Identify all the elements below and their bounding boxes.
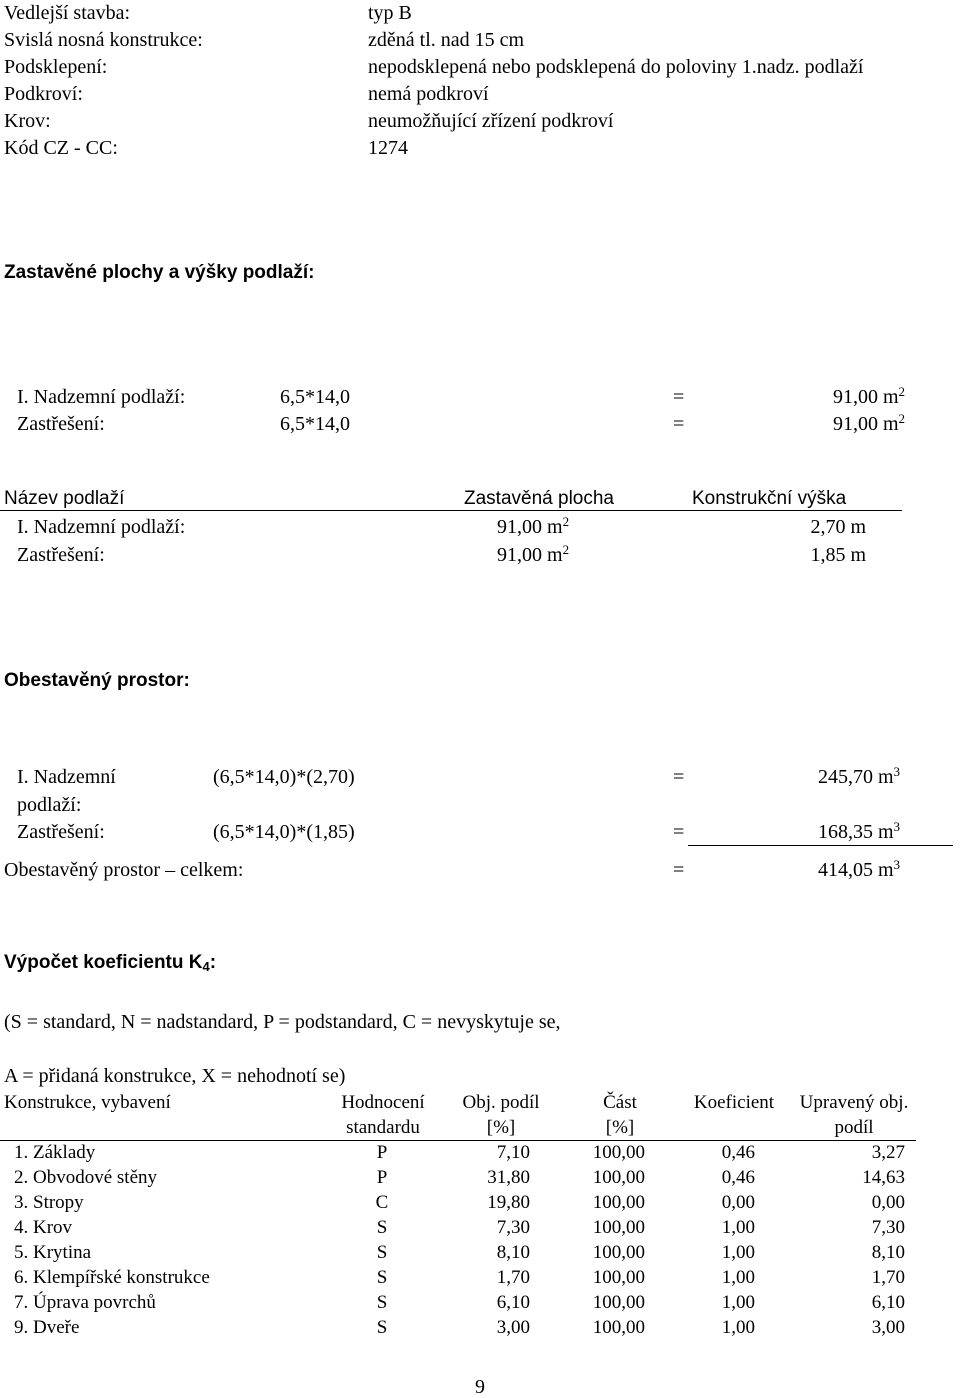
info-value: nepodsklepená nebo podsklepená do poloviny 1.nadz. podlaží [368, 56, 864, 78]
row-value: 245,70 $m^3$ [817, 764, 900, 788]
row-equals: = [673, 386, 685, 408]
cell-adj: 0,00 [871, 1192, 905, 1213]
cell-rating: S [376, 1242, 388, 1263]
divider [0, 1140, 916, 1141]
row-formula: (6,5*14,0)*(1,85) [213, 821, 355, 843]
row-value: 91,00 $m^2$ [832, 384, 905, 408]
cell-coef: 0,46 [721, 1142, 755, 1163]
table-cell: Zastřešení: [17, 544, 105, 566]
cell-name: 4. Krov [14, 1217, 73, 1238]
cell-rating: P [376, 1142, 388, 1163]
cell-adj: 3,27 [871, 1142, 905, 1163]
table-cell: 91,00 $m^2$ [497, 542, 570, 566]
info-value: typ B [368, 2, 412, 24]
total-value: 414,05 $m^3$ [817, 857, 900, 881]
row-value: 168,35 $m^3$ [817, 819, 900, 843]
cell-rating: S [376, 1292, 388, 1313]
table-cell: I. Nadzemní podlaží: [17, 516, 186, 538]
info-label: Vedlejší stavba: [4, 2, 131, 24]
table-header: Koeficient [693, 1092, 775, 1113]
cell-coef: 1,00 [721, 1317, 755, 1338]
cell-part: 100,00 [592, 1142, 645, 1163]
cell-share: 3,00 [496, 1317, 530, 1338]
cell-name: 5. Krytina [14, 1242, 92, 1263]
cell-adj: 3,00 [871, 1317, 905, 1338]
table-cell: 91,00 $m^2$ [497, 514, 570, 538]
cell-name: 3. Stropy [14, 1192, 84, 1213]
table-header: Obj. podíl [462, 1092, 540, 1113]
info-label: Svislá nosná konstrukce: [4, 29, 203, 51]
cell-coef: 1,00 [721, 1242, 755, 1263]
legend-line-1: (S = standard, N = nadstandard, P = podstandard, C = nevyskytuje se, [4, 1011, 561, 1033]
cell-coef: 1,00 [721, 1292, 755, 1313]
row-formula: (6,5*14,0)*(2,70) [213, 766, 355, 788]
cell-adj: 1,70 [871, 1267, 905, 1288]
cell-name: 2. Obvodové stěny [14, 1167, 158, 1188]
table-header: Část [603, 1092, 637, 1113]
table-header: standardu [346, 1117, 420, 1138]
info-label: Podsklepení: [4, 56, 108, 78]
cell-part: 100,00 [592, 1242, 645, 1263]
table-header: [%] [486, 1117, 516, 1138]
cell-coef: 0,46 [721, 1167, 755, 1188]
cell-part: 100,00 [592, 1317, 645, 1338]
row-equals: = [673, 766, 685, 788]
cell-share: 31,80 [487, 1167, 530, 1188]
legend-line-2: A = přidaná konstrukce, X = nehodnotí se) [4, 1065, 346, 1087]
cell-part: 100,00 [592, 1267, 645, 1288]
cell-name: 9. Dveře [14, 1317, 80, 1338]
row-label: podlaží: [17, 794, 82, 816]
cell-adj: 8,10 [871, 1242, 905, 1263]
cell-coef: 1,00 [721, 1217, 755, 1238]
total-equals: = [673, 859, 685, 881]
cell-adj: 6,10 [871, 1292, 905, 1313]
table-header: [%] [605, 1117, 635, 1138]
cell-rating: S [376, 1217, 388, 1238]
cell-name: 7. Úprava povrchů [14, 1292, 156, 1313]
info-value: nemá podkroví [368, 83, 489, 105]
row-label: I. Nadzemní [17, 766, 116, 788]
row-label: Zastřešení: [17, 821, 105, 843]
cell-adj: 14,63 [862, 1167, 905, 1188]
cell-coef: 1,00 [721, 1267, 755, 1288]
row-label: I. Nadzemní podlaží: [17, 386, 186, 408]
info-label: Podkroví: [4, 83, 83, 105]
info-label: Kód CZ - CC: [4, 137, 118, 159]
divider [0, 510, 902, 511]
info-value: 1274 [368, 137, 408, 159]
table-cell: 1,85 m [810, 544, 866, 566]
section-heading-koeficient: Výpočet koeficientu $K_4$: [4, 952, 217, 974]
info-value: neumožňující zřízení podkroví [368, 110, 614, 132]
cell-name: 1. Základy [14, 1142, 96, 1163]
info-label: Krov: [4, 110, 51, 132]
section-heading-obestaveny: Obestavěný prostor: [4, 670, 190, 691]
cell-rating: S [376, 1267, 388, 1288]
cell-part: 100,00 [592, 1167, 645, 1188]
row-formula: 6,5*14,0 [280, 413, 350, 435]
cell-coef: 0,00 [721, 1192, 755, 1213]
cell-rating: P [376, 1167, 388, 1188]
page-number: 9 [475, 1376, 485, 1398]
table-header: Název podlaží [4, 488, 125, 509]
cell-share: 7,10 [496, 1142, 530, 1163]
table-header: podíl [834, 1117, 874, 1138]
info-value: zděná tl. nad 15 cm [368, 29, 525, 51]
row-formula: 6,5*14,0 [280, 386, 350, 408]
cell-rating: C [375, 1192, 389, 1213]
table-header: Konstrukce, vybavení [4, 1092, 171, 1113]
row-equals: = [673, 413, 685, 435]
table-header: Hodnocení [341, 1092, 425, 1113]
cell-part: 100,00 [592, 1292, 645, 1313]
row-value: 91,00 $m^2$ [832, 411, 905, 435]
cell-share: 6,10 [496, 1292, 530, 1313]
total-label: Obestavěný prostor – celkem: [4, 859, 244, 881]
table-header: Zastavěná plocha [464, 488, 614, 509]
cell-adj: 7,30 [871, 1217, 905, 1238]
row-equals: = [673, 821, 685, 843]
table-header: Konstrukční výška [692, 488, 847, 509]
table-cell: 2,70 m [810, 516, 866, 538]
cell-share: 19,80 [487, 1192, 530, 1213]
cell-share: 1,70 [496, 1267, 530, 1288]
sum-divider [688, 845, 953, 846]
cell-part: 100,00 [592, 1217, 645, 1238]
cell-share: 7,30 [496, 1217, 530, 1238]
cell-share: 8,10 [496, 1242, 530, 1263]
table-header: Upravený obj. [799, 1092, 909, 1113]
section-heading-zastavene: Zastavěné plochy a výšky podlaží: [4, 262, 315, 283]
cell-name: 6. Klempířské konstrukce [14, 1267, 210, 1288]
cell-rating: S [376, 1317, 388, 1338]
cell-part: 100,00 [592, 1192, 645, 1213]
row-label: Zastřešení: [17, 413, 105, 435]
